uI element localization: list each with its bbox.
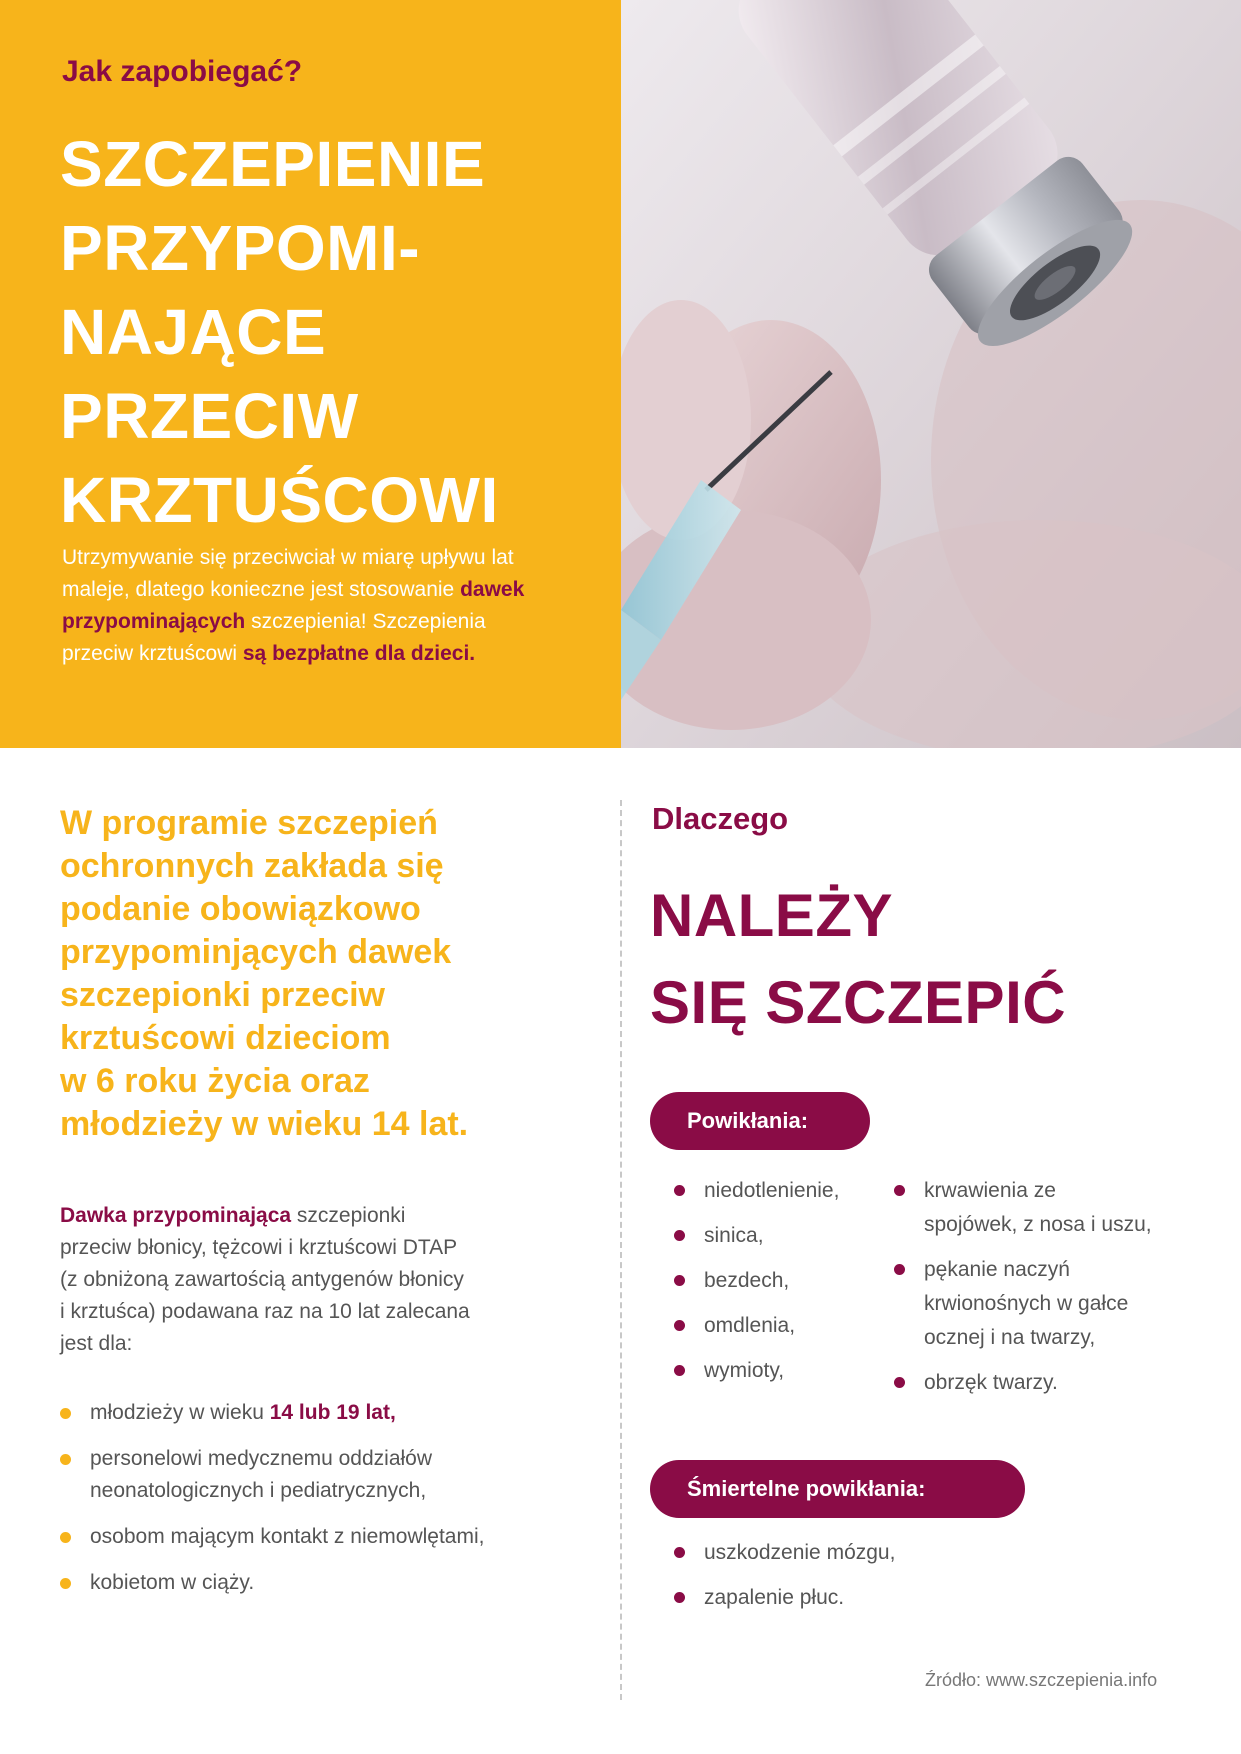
list-item	[60, 1443, 580, 1507]
list-item-text: sinica,	[704, 1224, 764, 1247]
bullet-icon	[674, 1592, 685, 1603]
list-item-text: ocznej i na twarzy,	[924, 1326, 1096, 1349]
list-item-text: wymioty,	[704, 1359, 785, 1382]
program-line: przypominjących dawek	[60, 933, 452, 971]
list-item	[674, 1354, 894, 1388]
complications-badge: Powikłania:	[650, 1092, 870, 1150]
list-item-text: krwionośnych w gałce	[924, 1292, 1129, 1315]
program-line: ochronnych zakłada się	[60, 847, 444, 885]
list-item	[674, 1581, 1074, 1615]
program-line: podanie obowiązkowo	[60, 890, 421, 928]
complications-list-col2	[894, 1174, 1184, 1411]
hero-title-line: PRZYPOMI-	[60, 212, 421, 284]
list-item-text: personelowi medycznemu oddziałów	[90, 1447, 433, 1470]
recipients-list	[60, 1397, 580, 1613]
vaccine-photo	[621, 0, 1241, 748]
bullet-icon	[674, 1547, 685, 1558]
dose-line: i krztuśca) podawana raz na 10 lat zalecana	[60, 1300, 470, 1323]
hero-intro	[62, 542, 542, 670]
list-item-text: zapalenie płuc.	[704, 1586, 845, 1609]
list-item-text: neonatologicznych i pediatrycznych,	[90, 1479, 427, 1502]
fatal-complications-list	[674, 1536, 1074, 1626]
dose-line: (z obniżoną zawartością antygenów błonicy	[60, 1268, 464, 1291]
column-divider	[620, 800, 622, 1700]
hero-title-line: SZCZEPIENIE	[60, 128, 486, 200]
intro-text: Utrzymywanie się przeciwciał w miarę upływu lat maleje, dlatego konieczne jest stosowanie	[62, 546, 514, 601]
dose-line: jest dla:	[60, 1332, 133, 1355]
hero-title-line: KRZTUŚCOWI	[60, 464, 499, 536]
list-item-text: omdlenia,	[704, 1314, 796, 1337]
fatal-complications-badge: Śmiertelne powikłania:	[650, 1460, 1025, 1518]
intro-bold: dawek przypominających	[62, 578, 525, 633]
list-item	[674, 1536, 1074, 1570]
list-item-text: osobom mającym kontakt z niemowlętami,	[90, 1525, 485, 1548]
why-title-line: NALEŻY	[650, 882, 893, 949]
list-item-text: niedotlenienie,	[704, 1179, 840, 1202]
program-statement	[60, 802, 560, 1146]
list-item-text: pękanie naczyń	[924, 1258, 1070, 1281]
intro-text: szczepienia! Szczepienia przeciw krztuścowi	[62, 610, 486, 665]
list-item	[60, 1397, 580, 1429]
list-item	[894, 1174, 1184, 1242]
vaccine-vial-syringe-icon	[621, 0, 1241, 748]
hero-question: Jak zapobiegać?	[62, 55, 303, 88]
list-item	[674, 1264, 894, 1298]
bullet-icon	[674, 1365, 685, 1376]
hero-title-line: NAJĄCE	[60, 296, 327, 368]
list-item	[60, 1567, 580, 1599]
hero-panel	[0, 0, 621, 748]
bullet-icon	[674, 1230, 685, 1241]
complications-list-col1	[674, 1174, 894, 1399]
source-note: Źródło: www.szczepienia.info	[925, 1670, 1158, 1690]
intro-bold: są bezpłatne dla dzieci.	[242, 642, 476, 665]
program-line: młodzieży w wieku 14 lat.	[60, 1105, 469, 1143]
list-item	[674, 1309, 894, 1343]
program-line: krztuścowi dzieciom	[60, 1019, 391, 1057]
list-item-text: kobietom w ciąży.	[90, 1571, 255, 1594]
program-line: w 6 roku życia oraz	[60, 1062, 370, 1100]
bullet-icon	[674, 1185, 685, 1196]
list-item	[674, 1219, 894, 1253]
list-item-text: krwawienia ze	[924, 1179, 1056, 1202]
list-item	[894, 1253, 1184, 1355]
list-item-text: obrzęk twarzy.	[924, 1371, 1058, 1394]
dose-line	[60, 1200, 550, 1232]
list-item	[60, 1521, 580, 1553]
dose-description	[60, 1200, 550, 1360]
dose-bold: Dawka przypominająca	[60, 1204, 292, 1227]
list-item-text: uszkodzenie mózgu,	[704, 1541, 896, 1564]
list-item-text: młodzieży w wieku	[90, 1401, 270, 1424]
program-line: szczepionki przeciw	[60, 976, 385, 1014]
program-line: W programie szczepień	[60, 804, 438, 842]
list-item-text: spojówek, z nosa i uszu,	[924, 1213, 1152, 1236]
why-label: Dlaczego	[652, 801, 789, 836]
list-item	[894, 1366, 1184, 1400]
list-item	[674, 1174, 894, 1208]
why-title-line: SIĘ SZCZEPIĆ	[650, 969, 1067, 1036]
dose-line: przeciw błonicy, tężcowi i krztuścowi DTAP	[60, 1236, 458, 1259]
list-item-text: bezdech,	[704, 1269, 790, 1292]
why-title	[650, 872, 1170, 1046]
hero-title	[60, 122, 600, 542]
bullet-icon	[894, 1185, 905, 1196]
bullet-icon	[60, 1454, 71, 1465]
dose-text: szczepionki	[291, 1204, 406, 1227]
hero-title-line: PRZECIW	[60, 380, 359, 452]
bullet-icon	[894, 1264, 905, 1275]
bullet-icon	[60, 1578, 71, 1589]
bullet-icon	[60, 1532, 71, 1543]
bullet-icon	[894, 1377, 905, 1388]
bullet-icon	[674, 1275, 685, 1286]
bullet-icon	[60, 1408, 71, 1419]
list-item-bold: 14 lub 19 lat,	[269, 1401, 396, 1424]
bullet-icon	[674, 1320, 685, 1331]
